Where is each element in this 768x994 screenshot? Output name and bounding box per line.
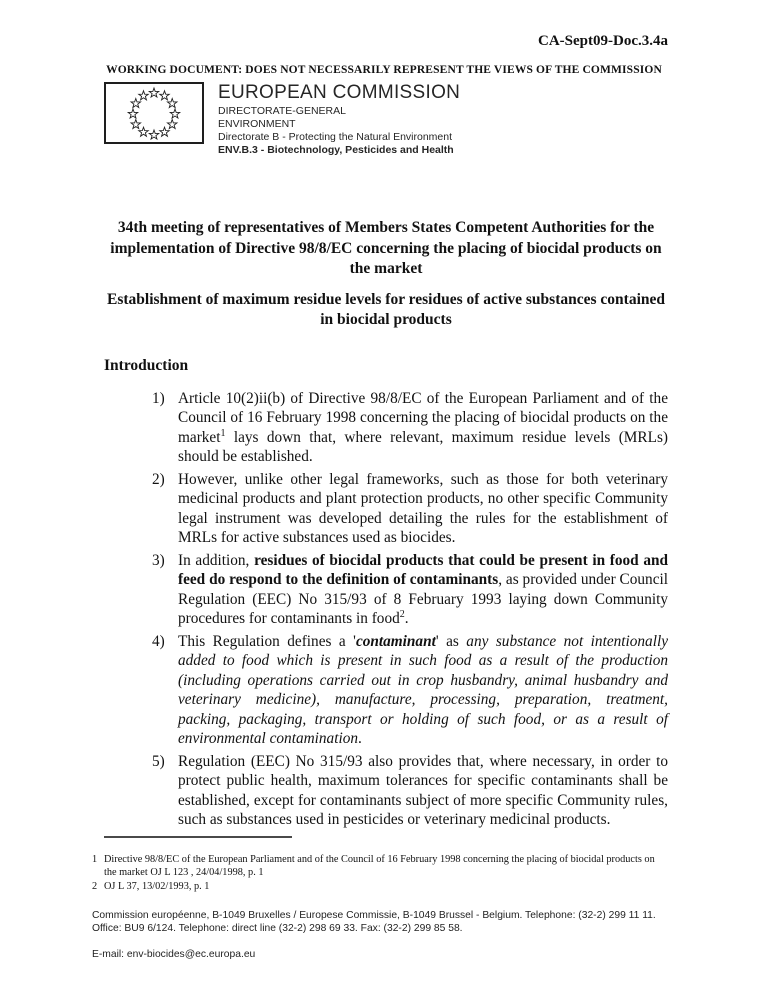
unit-label: ENV.B.3 - Biotechnology, Pesticides and Health: [218, 144, 454, 156]
paragraph-4-number: 4): [152, 632, 165, 650]
section-heading-introduction: Introduction: [104, 356, 189, 374]
footnote-1-text: Directive 98/8/EC of the European Parliament and of the Council of 16 February 1998 concerning the placing of biocidal products on the market OJ L 123 , 24/04/1998, p. 1: [104, 853, 655, 878]
meeting-title: 34th meeting of representatives of Members States Competent Authorities for the implementation of Directive 98/8/EC concerning the placing of biocidal products on the market: [110, 219, 662, 277]
paragraph-5-number: 5): [152, 752, 165, 770]
footnotes: [92, 853, 668, 894]
footnote-separator: [104, 836, 292, 838]
eu-flag-icon: [104, 82, 204, 144]
paragraph-1: [104, 389, 668, 467]
footnote-2-marker: 2: [92, 880, 98, 892]
paragraph-3-number: 3): [152, 551, 165, 569]
commission-header: [104, 82, 768, 157]
paragraph-5-text: Regulation (EEC) No 315/93 also provides that, where necessary, in order to protect public health, maximum tolerances for specific contaminants shall be established, except for contaminants subject of more specific Community rules, such as substances used in pesticides or veterinary medicinal products.: [178, 752, 668, 828]
footnote-1: [92, 853, 668, 880]
header-text-block: [218, 82, 460, 157]
paragraph-4: [104, 632, 668, 749]
paragraph-1-number: 1): [152, 389, 165, 407]
page-footer: [92, 909, 668, 961]
paragraph-2-text: However, unlike other legal frameworks, such as those for both veterinary medicinal products and plant protection products, no other specific Community legal instrument was developed detailing the rules for the establishment of MRLs for active substances used as biocides.: [178, 470, 668, 546]
paragraph-3: [104, 551, 668, 629]
footnote-2: [92, 880, 668, 894]
paragraph-2-number: 2): [152, 470, 165, 488]
working-document-disclaimer: WORKING DOCUMENT: DOES NOT NECESSARILY REPRESENT THE VIEWS OF THE COMMISSION: [106, 64, 662, 76]
footnote-1-marker: 1: [92, 853, 98, 865]
directorate-b-label: Directorate B - Protecting the Natural Environment: [218, 131, 453, 143]
paragraph-2: [104, 470, 668, 548]
paragraph-4-text: This Regulation defines a 'contaminant' as any substance not intentionally added to food which is present in such food as a result of the production (including operations carried out in crop husbandry, animal husbandry and veterinary medicine), manufacture, processing, preparation, treatment, packing, packaging, transport or holding of such food, or as a result of environmental contamination.: [178, 632, 668, 747]
paragraph-5: [104, 752, 668, 830]
directorate-general-label: DIRECTORATE-GENERAL: [218, 105, 346, 117]
footer-address-line: Commission européenne, B-1049 Bruxelles / Europese Commissie, B-1049 Brussel - Belgium. Telephone: (32-2) 299 11 11.: [92, 910, 656, 921]
institution-name: EUROPEAN COMMISSION: [218, 82, 461, 103]
doc-reference: CA-Sept09-Doc.3.4a: [538, 33, 668, 49]
paragraph-1-text: Article 10(2)ii(b) of Directive 98/8/EC of the European Parliament and of the Council of 16 February 1998 concerning the placing of biocidal products on the market$^1$ lays down that, where relevant, maximum residue levels (MRLs) should be established.: [178, 389, 668, 465]
footnote-2-text: OJ L 37, 13/02/1993, p. 1: [104, 880, 210, 892]
dg-environment-label: ENVIRONMENT: [218, 118, 296, 130]
numbered-paragraphs: [104, 389, 668, 830]
footer-office-line: Office: BU9 6/124. Telephone: direct line (32-2) 298 69 33. Fax: (32-2) 299 85 58.: [92, 923, 463, 934]
paragraph-3-text: In addition, residues of biocidal products that could be present in food and feed do respond to the definition of contaminants, as provided under Council Regulation (EEC) No 315/93 of 8 February 1993 laying down Community procedures for contaminants in food$^2$.: [178, 551, 668, 627]
document-subject: Establishment of maximum residue levels for residues of active substances contained in biocidal products: [107, 290, 665, 328]
footer-email: E-mail: env-biocides@ec.europa.eu: [92, 949, 256, 960]
